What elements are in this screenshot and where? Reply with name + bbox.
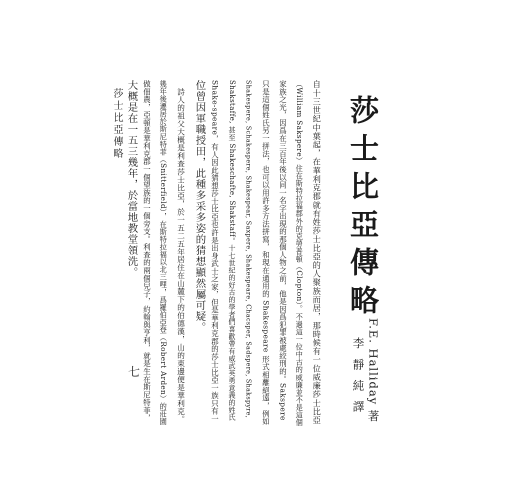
body-line: 只是這個姓氏另一拼法，也可以用許多方法拼寫，和現在通用的 Shakespeare 形式相離絕遠，例如 [261, 80, 271, 426]
body-line: （William Sakspere）住在斯特拉福郡外的克勞普頓（Clopton）。不過這一位中古的威廉並不是這個 [295, 80, 305, 427]
page-number: 七 [128, 365, 141, 379]
translator-credit: 李 靜 純 譯 [351, 337, 366, 415]
body-line: Shake-speare，有人因此猜想莎士比亞也許是出身武士之家，但是華利克郡的莎士比亞一族只有一 [210, 80, 220, 423]
author-credit: F.E. Halliday 著 [366, 318, 381, 423]
body-line: 家族之光，因爲在三百年後以同一名字出現的那個人物之前，他是因爲犯罪被處絞刑的。Sakspere [278, 80, 288, 421]
body-line: 詩人的祖父大概是利查莎士比亞，於一五二五年居住在山麓下的伯德漢，山的東邊便是華利克。 [176, 80, 186, 424]
body-line: 大概是在一五三幾年，於當地教堂領洗。 [125, 80, 138, 278]
body-line: 幾年後遷居於斯尼特菲（Snitterfield），在斯特拉福以北三哩，爲羅伯亞登（Robert Arden）的莊園 [159, 80, 169, 426]
body-line: 做佃農，亞頓是華利克郡一個望族的一個旁支。利查的兩個兒子，約翰與亨利，就是生在斯尼特菲， [142, 80, 152, 422]
body-line: 位曾因軍職授田，此種多采多姿的猜想顯然屬可疑。 [193, 80, 206, 333]
body-line: Shakstaffe, 甚至 Shakeschafte, Shakstaff。十七世紀的好古的學者們喜歡帶有威武英勇意義的姓氏 [228, 80, 236, 421]
page-title: 莎士比亞傳略 [346, 95, 380, 323]
running-head: 莎士比亞傳略 [111, 88, 122, 160]
body-line: 自十三世紀中葉起，在華利克郡就有姓莎士比亞的人聚族而居，那時候有一位威廉莎士比亞 [312, 80, 323, 425]
body-line: Shakespere, Schakespere, Shakespear, Saxpere, Shakespeare, Chacsper, Sadspere, Shakspyre, [244, 80, 253, 419]
